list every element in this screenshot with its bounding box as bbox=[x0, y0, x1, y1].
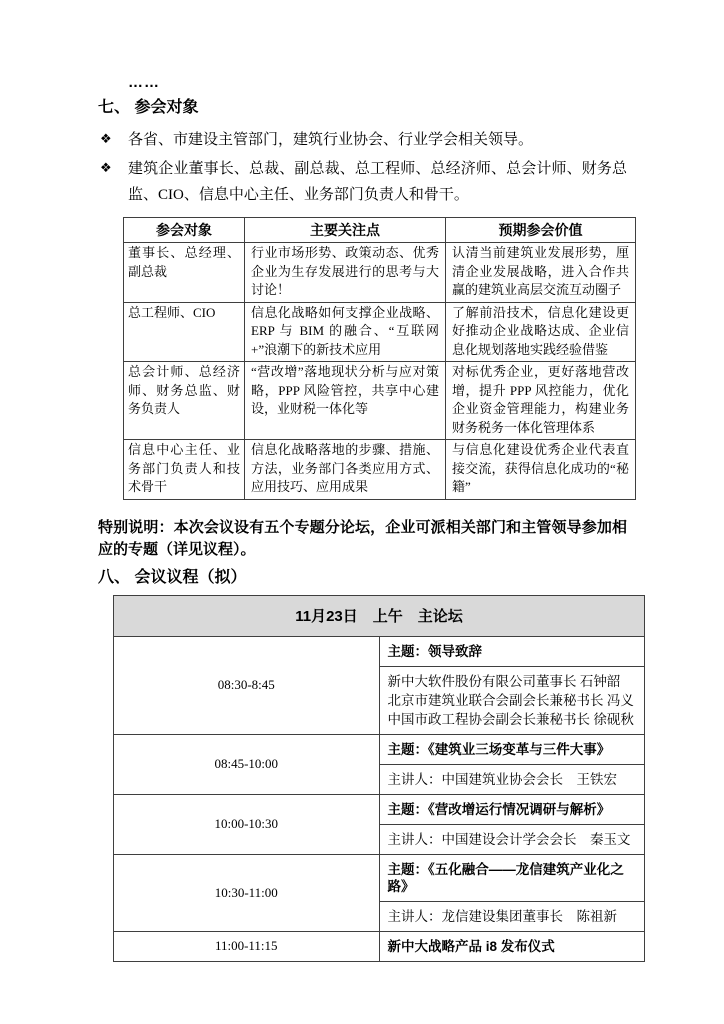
audience-table bbox=[123, 217, 636, 500]
speaker-line: 北京市建筑业联合会副会长兼秘书长 冯义 bbox=[387, 692, 634, 708]
agenda-topic-cell: 主题：《五化融合——龙信建筑产业化之路》 bbox=[379, 854, 645, 901]
audience-cell-value: 对标优秀企业，更好落地营改增，提升 PPP 风控能力，优化企业资金管理能力，构建业务财务税务一体化管理体系 bbox=[446, 362, 636, 440]
participants-bullet-list bbox=[0, 127, 724, 208]
section-heading-agenda: 八、 会议议程（拟） bbox=[98, 568, 247, 586]
audience-header-role: 参会对象 bbox=[124, 218, 245, 243]
audience-table-header-row bbox=[124, 218, 636, 243]
agenda-table bbox=[113, 595, 645, 962]
agenda-topic-cell: 主题：领导致辞 bbox=[379, 636, 645, 666]
audience-cell-value: 与信息化建设优秀企业代表直接交流，获得信息化成功的“秘籍” bbox=[446, 440, 636, 500]
audience-cell-focus: 信息化战略落地的步骤、措施、方法，业务部门各类应用方式、应用技巧、应用成果 bbox=[245, 440, 446, 500]
bullet-item bbox=[100, 127, 627, 153]
bullet-item bbox=[100, 156, 627, 208]
agenda-speaker-cell: 主讲人：龙信建设集团董事长 陈祖新 bbox=[379, 901, 645, 931]
audience-table-row bbox=[124, 302, 636, 362]
audience-cell-value: 认清当前建筑业发展形势，厘清企业发展战略，进入合作共赢的建筑业高层交流互动圈子 bbox=[446, 243, 636, 303]
agenda-session-header-row bbox=[114, 595, 645, 636]
audience-table-row bbox=[124, 243, 636, 303]
speaker-line: 中国市政工程协会副会长兼秘书长 徐砚秋 bbox=[387, 711, 634, 727]
agenda-topic-cell: 主题：《建筑业三场变革与三件大事》 bbox=[379, 734, 645, 764]
agenda-speaker-cell: 主讲人：中国建设会计学会会长 秦玉文 bbox=[379, 824, 645, 854]
agenda-topic-cell: 新中大战略产品 i8 发布仪式 bbox=[379, 931, 645, 961]
agenda-time-cell: 08:45-10:00 bbox=[114, 734, 380, 794]
bullet-text: 各省、市建设主管部门，建筑行业协会、行业学会相关领导。 bbox=[128, 132, 534, 148]
audience-table-row bbox=[124, 440, 636, 500]
audience-cell-role: 董事长、总经理、副总裁 bbox=[124, 243, 245, 303]
agenda-topic-row bbox=[114, 854, 645, 901]
audience-cell-role: 信息中心主任、业务部门负责人和技术骨干 bbox=[124, 440, 245, 500]
agenda-time-cell: 11:00-11:15 bbox=[114, 931, 380, 961]
agenda-topic-row bbox=[114, 931, 645, 961]
ellipsis-text: …… bbox=[128, 74, 160, 91]
speaker-line: 新中大软件股份有限公司董事长 石钟韶 bbox=[387, 673, 621, 689]
audience-header-focus: 主要关注点 bbox=[245, 218, 446, 243]
agenda-session-header: 11月23日 上午 主论坛 bbox=[114, 595, 645, 636]
audience-cell-role: 总工程师、CIO bbox=[124, 302, 245, 362]
diamond-bullet-icon: ❖ bbox=[100, 161, 112, 176]
audience-header-value: 预期参会价值 bbox=[446, 218, 636, 243]
agenda-speaker-cell: 主讲人：中国建筑业协会会长 王铁宏 bbox=[379, 764, 645, 794]
audience-cell-focus: 信息化战略如何支撑企业战略、ERP 与 BIM 的融合、“互联网+”浪潮下的新技术应用 bbox=[245, 302, 446, 362]
bullet-text: 建筑企业董事长、总裁、副总裁、总工程师、总经济师、总会计师、财务总监、CIO、信息中心主任、业务部门负责人和骨干。 bbox=[128, 161, 627, 203]
agenda-topic-row bbox=[114, 794, 645, 824]
audience-cell-role: 总会计师、总经济师、财务总监、财务负责人 bbox=[124, 362, 245, 440]
agenda-speaker-cell bbox=[379, 666, 645, 734]
audience-cell-value: 了解前沿技术，信息化建设更好推动企业战略达成、企业信息化规划落地实践经验借鉴 bbox=[446, 302, 636, 362]
audience-cell-focus: 行业市场形势、政策动态、优秀企业为生存发展进行的思考与大讨论！ bbox=[245, 243, 446, 303]
audience-cell-focus: “营改增”落地现状分析与应对策略，PPP 风险管控，共享中心建设，业财税一体化等 bbox=[245, 362, 446, 440]
agenda-topic-row bbox=[114, 636, 645, 666]
agenda-topic-row bbox=[114, 734, 645, 764]
special-note: 特别说明：本次会议设有五个专题分论坛，企业可派相关部门和主管领导参加相应的专题（详见议程）。 bbox=[98, 518, 627, 558]
agenda-time-cell: 10:00-10:30 bbox=[114, 794, 380, 854]
audience-table-row bbox=[124, 362, 636, 440]
section-heading-participants: 七、 参会对象 bbox=[98, 99, 199, 116]
agenda-time-cell: 10:30-11:00 bbox=[114, 854, 380, 931]
agenda-topic-cell: 主题：《营改增运行情况调研与解析》 bbox=[379, 794, 645, 824]
agenda-time-cell: 08:30-8:45 bbox=[114, 636, 380, 734]
diamond-bullet-icon: ❖ bbox=[100, 132, 112, 147]
